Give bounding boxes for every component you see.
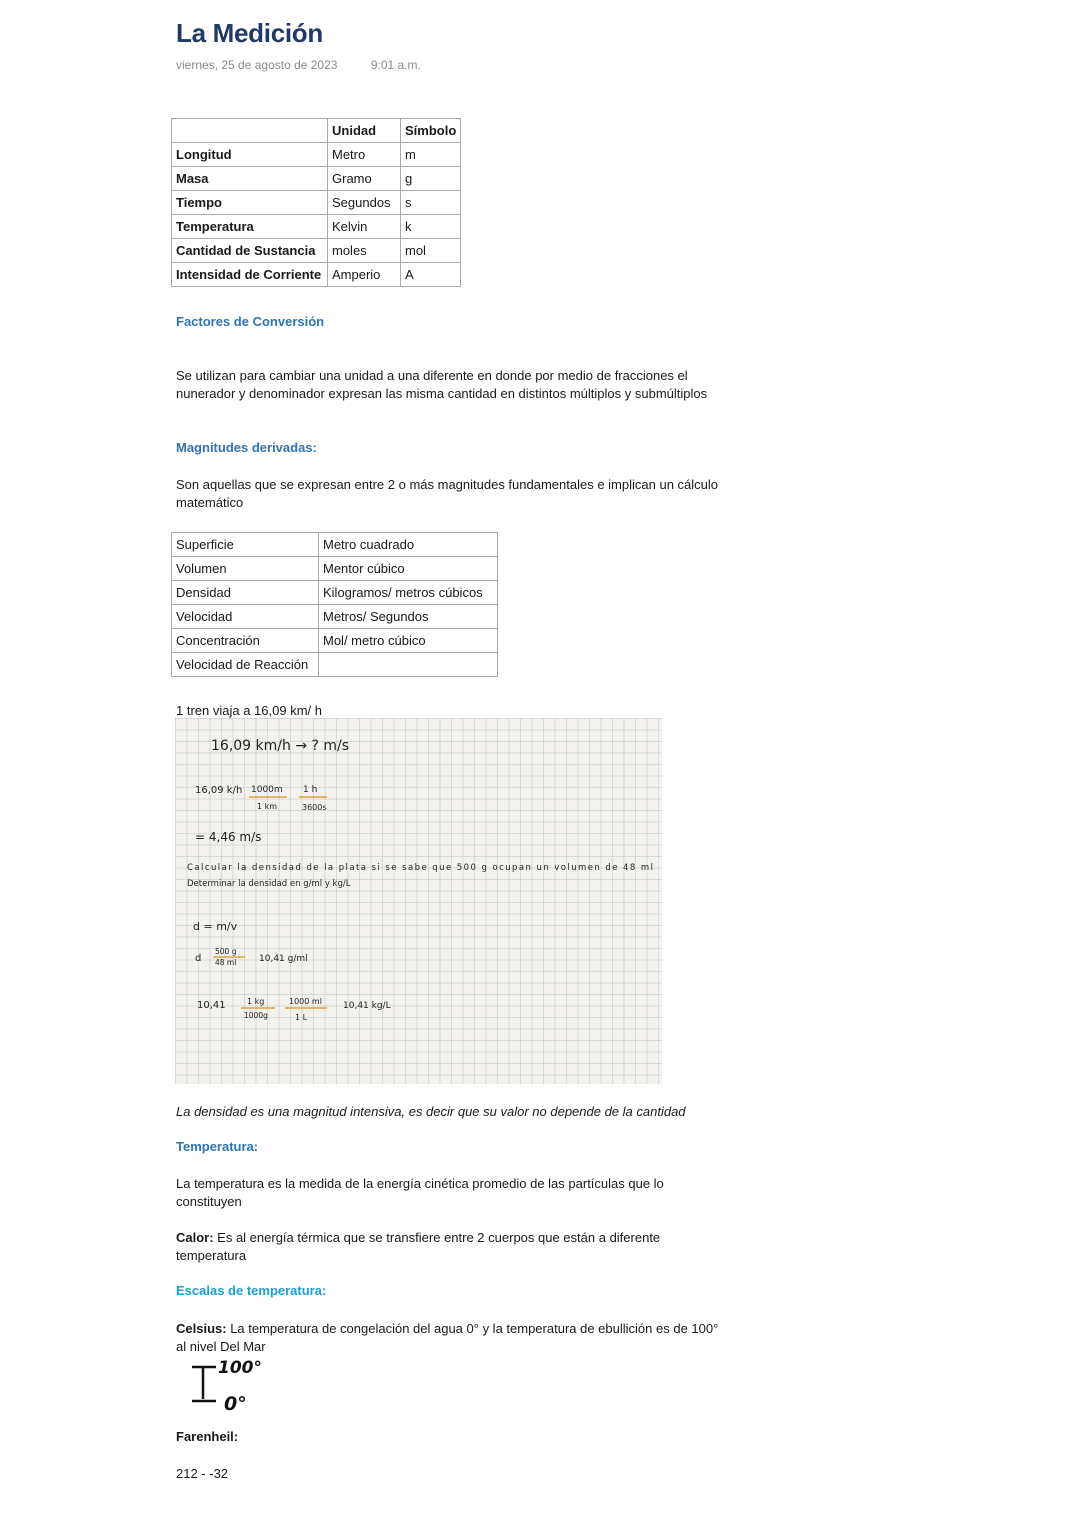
table-cell: Metro	[328, 143, 401, 167]
table-row	[172, 653, 498, 677]
note-fraction-num: 500 g	[215, 947, 237, 956]
note-fraction-den: 1000g	[244, 1011, 268, 1020]
page-time: 9:01 a.m.	[370, 58, 421, 72]
sketch-bottom-label: 0°	[224, 1393, 247, 1415]
note-line: = 4,46 m/s	[195, 830, 262, 844]
celsius-label: Celsius:	[176, 1321, 227, 1336]
celsius-text: La temperatura de congelación del agua 0° y la temperatura de ebullición es de 100° al nivel Del Mar	[176, 1321, 719, 1354]
farenheit-text: 212 - -32	[176, 1466, 229, 1481]
table-header-cell: Unidad	[328, 119, 401, 143]
table-cell	[172, 119, 328, 143]
table-cell: s	[401, 191, 461, 215]
note-fraction-num: 1000 ml	[289, 997, 322, 1006]
table-cell: A	[401, 263, 461, 287]
table-cell: Mol/ metro cúbico	[319, 629, 498, 653]
table-cell: Amperio	[328, 263, 401, 287]
note-fraction-den: 3600s	[302, 803, 327, 812]
conversion-heading: Factores de Conversión	[176, 314, 325, 329]
note-fraction-den: 1 L	[295, 1013, 308, 1022]
celsius-paragraph	[176, 1320, 721, 1356]
heat-paragraph	[176, 1229, 721, 1265]
note-fraction-num: 1000m	[251, 785, 283, 795]
table-cell: Densidad	[172, 581, 319, 605]
table-cell: Metro cuadrado	[319, 533, 498, 557]
table-row	[172, 143, 461, 167]
page-meta	[176, 58, 421, 72]
table-cell	[319, 653, 498, 677]
table-cell: Kilogramos/ metros cúbicos	[319, 581, 498, 605]
page-date: viernes, 25 de agosto de 2023	[176, 58, 338, 72]
table-cell: Mentor cúbico	[319, 557, 498, 581]
note-line: d	[195, 953, 202, 964]
note-fraction-den: 1 km	[257, 802, 278, 811]
table-header-cell: Símbolo	[401, 119, 461, 143]
note-result: 10,41 kg/L	[343, 1001, 391, 1011]
handwritten-notes-image	[175, 718, 662, 1084]
table-cell: Concentración	[172, 629, 319, 653]
table-row	[172, 581, 498, 605]
note-line: 16,09 km/h → ? m/s	[211, 738, 350, 754]
note-line: 10,41	[197, 1000, 226, 1011]
celsius-scale-sketch	[190, 1355, 280, 1417]
table-row	[172, 629, 498, 653]
table-row	[172, 557, 498, 581]
note-fraction-den: 48 ml	[215, 958, 237, 967]
table-cell: Temperatura	[172, 215, 328, 239]
table-cell: m	[401, 143, 461, 167]
table-row	[172, 191, 461, 215]
derived-paragraph: Son aquellas que se expresan entre 2 o más magnitudes fundamentales e implican un cálculo matemático	[176, 477, 719, 510]
table-row	[172, 167, 461, 191]
table-row	[172, 215, 461, 239]
heat-label: Calor:	[176, 1230, 214, 1245]
farenheit-label: Farenheil:	[176, 1429, 239, 1444]
table-row	[172, 605, 498, 629]
table-row	[172, 263, 461, 287]
table-cell: Gramo	[328, 167, 401, 191]
note-line: Determinar la densidad en g/ml y kg/L	[187, 879, 351, 889]
table-cell: k	[401, 215, 461, 239]
note-fraction-num: 1 kg	[247, 997, 265, 1006]
derived-heading: Magnitudes derivadas:	[176, 440, 317, 455]
table-cell: Segundos	[328, 191, 401, 215]
table-cell: Masa	[172, 167, 328, 191]
scales-heading: Escalas de temperatura:	[176, 1283, 327, 1298]
note-line: d = m/v	[193, 920, 238, 933]
note-result: 10,41 g/ml	[259, 954, 308, 964]
density-note: La densidad es una magnitud intensiva, es decir que su valor no depende de la cantidad	[176, 1104, 686, 1119]
temperature-paragraph: La temperatura es la medida de la energía cinética promedio de las partículas que lo constituyen	[176, 1176, 664, 1209]
table-cell: moles	[328, 239, 401, 263]
heat-text: Es al energía térmica que se transfiere entre 2 cuerpos que están a diferente temperatura	[176, 1230, 661, 1263]
table-cell: Intensidad de Corriente	[172, 263, 328, 287]
table-cell: Tiempo	[172, 191, 328, 215]
temperature-heading: Temperatura:	[176, 1139, 259, 1154]
table-cell: Velocidad	[172, 605, 319, 629]
table-header-row	[172, 119, 461, 143]
handwritten-notes-drawing	[175, 718, 662, 1084]
base-units-table	[171, 118, 461, 287]
table-row	[172, 239, 461, 263]
note-fraction-num: 1 h	[303, 785, 318, 795]
table-cell: Kelvin	[328, 215, 401, 239]
table-cell: Longitud	[172, 143, 328, 167]
train-problem-text: 1 tren viaja a 16,09 km/ h	[176, 703, 322, 718]
sketch-top-label: 100°	[218, 1358, 262, 1378]
table-cell: Cantidad de Sustancia	[172, 239, 328, 263]
table-cell: Superficie	[172, 533, 319, 557]
table-cell: g	[401, 167, 461, 191]
table-cell: Metros/ Segundos	[319, 605, 498, 629]
table-row	[172, 533, 498, 557]
note-line: Calcular la densidad de la plata si se sabe que 500 g ocupan un volumen de 48 ml	[187, 863, 653, 873]
page-title: La Medición	[176, 18, 323, 48]
derived-units-table	[171, 532, 498, 677]
conversion-paragraph: Se utilizan para cambiar una unidad a una diferente en donde por medio de fracciones el nunerador y denominador expresan las misma cantidad en distintos múltiplos y submúltiplos	[176, 368, 708, 401]
table-cell: Volumen	[172, 557, 319, 581]
note-line: 16,09 k/h	[195, 785, 243, 796]
table-cell: Velocidad de Reacción	[172, 653, 319, 677]
table-cell: mol	[401, 239, 461, 263]
